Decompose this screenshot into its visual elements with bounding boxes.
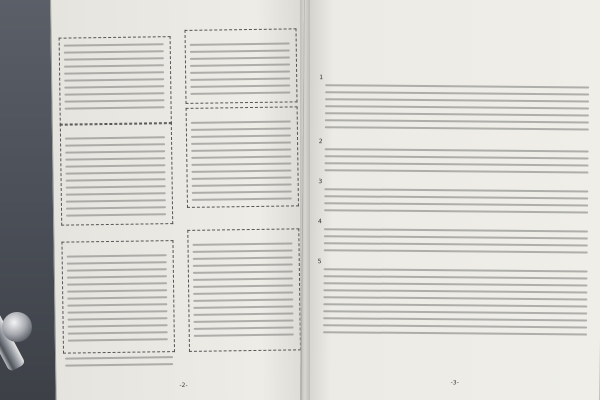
left-page-number: -2-	[179, 381, 188, 390]
footnote-lines	[65, 356, 173, 372]
section-1-heading: 1	[319, 74, 324, 82]
section-5-body	[323, 268, 588, 340]
pen-cap	[2, 312, 32, 342]
metal-pen-2	[0, 240, 26, 372]
info-box-1	[59, 36, 172, 126]
info-box-3	[60, 122, 173, 226]
info-box-6	[187, 228, 301, 352]
info-box-5	[61, 240, 175, 354]
section-3-heading: 3	[318, 178, 323, 186]
section-4-body	[324, 228, 588, 258]
section-2-body	[324, 148, 588, 178]
section-4-heading: 4	[317, 218, 322, 226]
section-1-body	[325, 84, 589, 135]
left-page	[50, 0, 314, 400]
right-page-number: -3-	[450, 379, 459, 387]
info-box-4	[186, 106, 299, 208]
info-box-2	[185, 28, 298, 104]
section-3-body	[324, 188, 588, 218]
section-5-heading: 5	[317, 258, 322, 266]
section-2-heading: 2	[318, 138, 323, 146]
right-page	[300, 0, 600, 400]
book-spine	[300, 0, 310, 400]
